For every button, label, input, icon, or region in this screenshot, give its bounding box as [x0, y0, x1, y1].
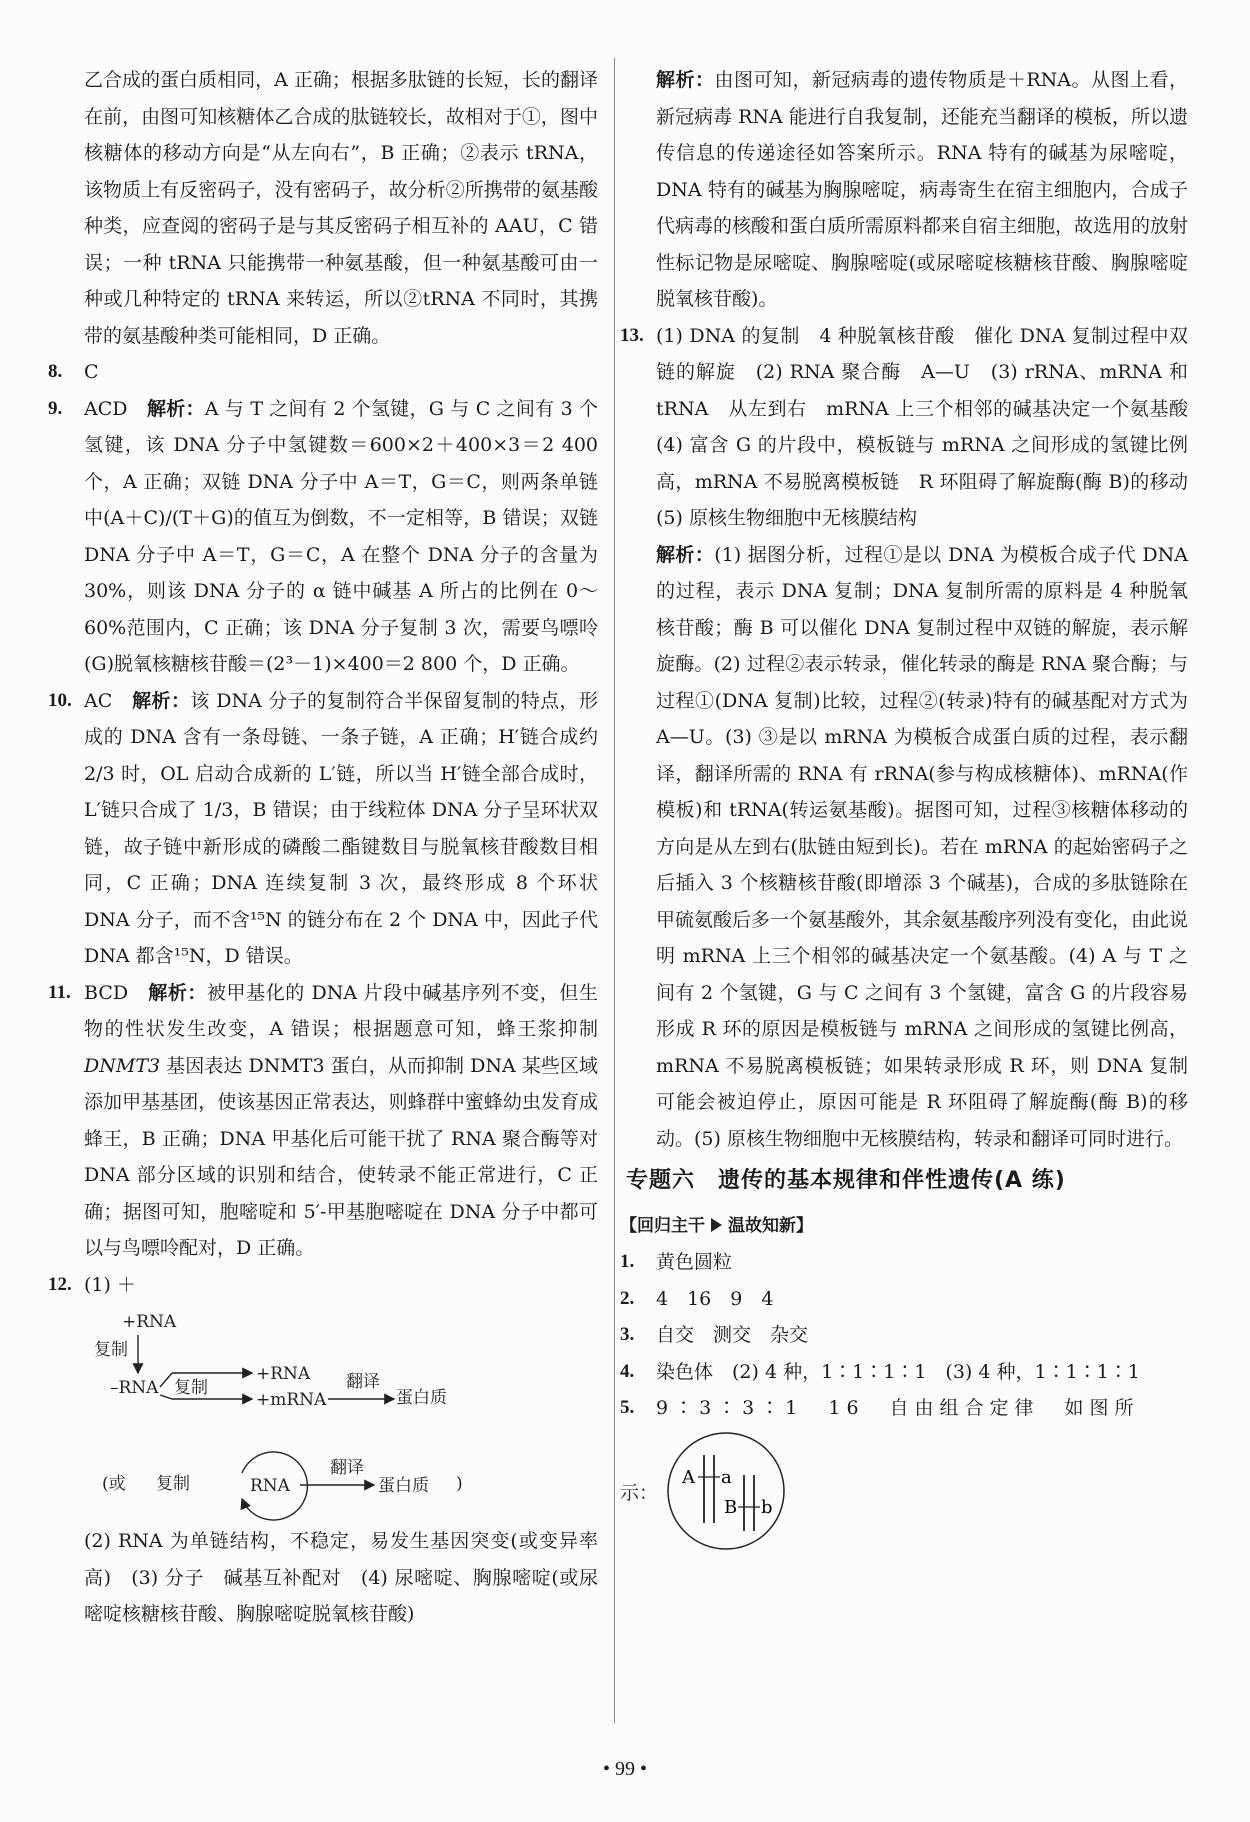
diag2-translate: 翻译 — [330, 1458, 364, 1478]
left-column — [48, 62, 598, 1633]
answer-item-10: 10. AC 解析：该 DNA 分子的复制符合半保留复制的特点，形成的 DNA 含有一条母链、一条子链，A 正确；H′链合成约 2/3 时，OL 启动合成新的 L′链，所以当 H′链全部合成时，L′链只合成了 1/3，B 错误；由于线粒体 DNA 分子呈环状双链，故子链中新形成的磷酸二酯键数目与脱氧核苷酸数目相同，C 正确；DNA 连续复制 3 次，最终形成 8 个环状 DNA 分子，而不含¹⁵N 的链分布在 2 个 DNA 中，因此子代 DNA 都含¹⁵N，D 错误。 — [48, 689, 598, 967]
diag2-open: (或 — [102, 1474, 126, 1494]
diag-replicate-label-1: 复制 — [94, 1340, 128, 1360]
diag-translate-label: 翻译 — [346, 1372, 380, 1392]
review-banner: 【回归主干 温故知新】 — [620, 1215, 813, 1236]
page-number: • 99 • — [602, 1758, 647, 1780]
diag-out-plus-mrna: +mRNA — [256, 1390, 327, 1410]
diag-protein: 蛋白质 — [396, 1388, 447, 1408]
play-arrow-icon — [711, 1218, 722, 1232]
allele-A: A — [682, 1466, 695, 1488]
allele-a: a — [721, 1466, 732, 1488]
answer-list-item: 2. 4 16 9 4 — [620, 1287, 774, 1310]
answer-list-item: 4. 染色体 (2) 4 种，1∶1∶1∶1 (3) 4 种，1∶1∶1∶1 — [620, 1360, 1140, 1383]
answer-item-13: 13. (1) DNA 的复制 4 种脱氧核苷酸 催化 DNA 复制过程中双链的解旋 (2) RNA 聚合酶 A—U (3) rRNA、mRNA 和 tRNA 从左到右 mRNA 上三个相邻的碱基决定一个氨基酸 (4) 富含 G 的片段中，模板链与 mRNA 之间形成的氢键比例高，mRNA 不易脱离模板链 R 环阻碍了解旋酶(酶 B)的移动 (5) 原核生物细胞中无核膜结构 解析：(1) 据图分析，过程①是以 DNA 为模板合成子代 DNA 的过程，表示 DNA 复制；DNA 复制所需的原料是 4 种脱氧核苷酸；酶 B 可以催化 DNA 复制过程中双链的解旋，表示解旋酶。(2) 过程②表示转录，催化转录的酶是 RNA 聚合酶；与过程①(DNA 复制)比较，过程②(转录)特有的碱基配对方式为 A—U。(3) ③是以 mRNA 为模板合成蛋白质的过程，表示翻译，翻译所需的 RNA 有 rRNA(参与构成核糖体)、mRNA(作模板)和 tRNA(转运氨基酸)。据图可知，过程③核糖体移动的方向是从左到右(肽链由短到长)。若在 mRNA 的起始密码子之后插入 3 个核糖核苷酸(即增添 3 个碱基)，合成的多肽链除在甲硫氨酸后多一个氨基酸外，其余氨基酸序列没有变化，由此说明 mRNA 上三个相邻的碱基决定一个氨基酸。(4) A 与 T 之间有 2 个氢键，G 与 C 之间有 3 个氢键，富含 G 的片段容易形成 R 环的原因是模板链与 mRNA 之间形成的氢键比例高，mRNA 不易脱离模板链；如果转录形成 R 环，则 DNA 复制可能会被迫停止，原因可能是 R 环阻碍了解旋酶(酶 B)的移动。(5) 原核生物细胞中无核膜结构，转录和翻译可同时进行。 — [620, 324, 1208, 1150]
section-title: 专题六 遗传的基本规律和伴性遗传(A 练) — [626, 1168, 1066, 1193]
allele-b: b — [761, 1496, 773, 1518]
column-divider — [614, 58, 615, 1723]
q7-continuation: 乙合成的蛋白质相同，A 正确；根据多肽链的长短，长的翻译在前，由图可知核糖体乙合成的肽链较长，故相对于①，图中核糖体的移动方向是“从左向右”，B 正确；②表示 tRNA，该物质上有反密码子，没有密码子，故分析②所携带的氨基酸种类，应查阅的密码子是与其反密码子相互补的 AAU，C 错误；一种 tRNA 只能携带一种氨基酸，但一种氨基酸可由一种或几种特定的 tRNA 来转运，所以②tRNA 不同时，其携带的氨基酸种类可能相同，D 正确。 — [84, 69, 598, 347]
answer-item-8: 8. C — [48, 361, 99, 383]
diag2-close: ) — [456, 1474, 463, 1494]
diag-top-plus-rna: +RNA — [122, 1312, 177, 1332]
answer-list-item: 5. 9∶3∶3∶1 16 自由组合定律 如图所 — [620, 1397, 1140, 1419]
cell-diagram-block: 示： A a B b — [620, 1427, 1188, 1559]
answer-list-item: 3. 自交 测交 杂交 — [620, 1324, 809, 1346]
right-column — [620, 62, 1208, 1559]
answer-item-11: 11. BCD 解析：被甲基化的 DNA 片段中碱基序列不变，但生物的性状发生改变，A 错误；根据题意可知，蜂王浆抑制 DNMT3 基因表达 DNMT3 蛋白，从而抑制 DNA 某些区域添加甲基基团，使该基因正常表达，则蜂群中蜜蜂幼虫发育成蜂王，B 正确；DNA 甲基化后可能干扰了 RNA 聚合酶等对 DNA 部分区域的识别和结合，使转录不能正常进行，C 正确；据图可知，胞嘧啶和 5′-甲基胞嘧啶在 DNA 分子中都可以与鸟嘌呤配对，D 正确。 — [48, 981, 598, 1259]
allele-B: B — [724, 1496, 738, 1518]
cell-chromosome-diagram — [654, 1427, 804, 1557]
answer-item-9: 9. ACD 解析：A 与 T 之间有 2 个氢键，G 与 C 之间有 3 个氢键，该 DNA 分子中氢键数＝600×2＋400×3＝2 400 个，A 正确；双链 DNA 分子中 A＝T，G＝C，则两条单链中(A＋C)/(T＋G)的值互为倒数，不一定相等，B 错误；双链 DNA 分子中 A＝T，G＝C，A 在整个 DNA 分子的含量为 30%，则该 DNA 分子的 α 链中碱基 A 所占的比例在 0～60%范围内，C 正确；该 DNA 分子复制 3 次，需要鸟嘌呤(G)脱氧核糖核苷酸＝(2³－1)×400＝2 800 个，D 正确。 — [48, 397, 598, 675]
answer-item-12: 12. (1) ＋ +RNA 复制 –RNA 复制 +RNA +mRNA 翻译 蛋白质 (或 复制 RNA 翻译 蛋白质 ) (2) RNA 为单链结构，不稳定，易发生基因突变(或变异率高) (3) 分子 碱基互补配对 (4) 尿嘧啶、胸腺嘧啶(或尿嘧啶核糖核苷酸、胸腺嘧啶脱氧核苷酸) — [48, 1273, 598, 1625]
diag-minus-rna: –RNA — [110, 1378, 159, 1398]
diag2-replicate: 复制 — [156, 1474, 190, 1494]
q12-analysis: 解析：由图可知，新冠病毒的遗传物质是＋RNA。从图上看，新冠病毒 RNA 能进行自我复制，还能充当翻译的模板，所以遗传信息的传递途径如答案所示。RNA 特有的碱基为尿嘧啶，DNA 特有的碱基为胸腺嘧啶，病毒寄生在宿主细胞内，合成子代病毒的核酸和蛋白质所需原料都来自宿主细胞，故选用的放射性标记物是尿嘧啶、胸腺嘧啶(或尿嘧啶核糖核苷酸、胸腺嘧啶脱氧核苷酸)。 — [656, 69, 1189, 310]
diag-replicate-label-2: 复制 — [174, 1378, 208, 1398]
diag-out-plus-rna: +RNA — [256, 1364, 311, 1384]
rna-replication-diagram — [92, 1303, 512, 1523]
answer-list-item: 1. 黄色圆粒 — [620, 1251, 733, 1273]
diag2-protein: 蛋白质 — [378, 1476, 429, 1496]
diag2-rna: RNA — [250, 1476, 290, 1496]
